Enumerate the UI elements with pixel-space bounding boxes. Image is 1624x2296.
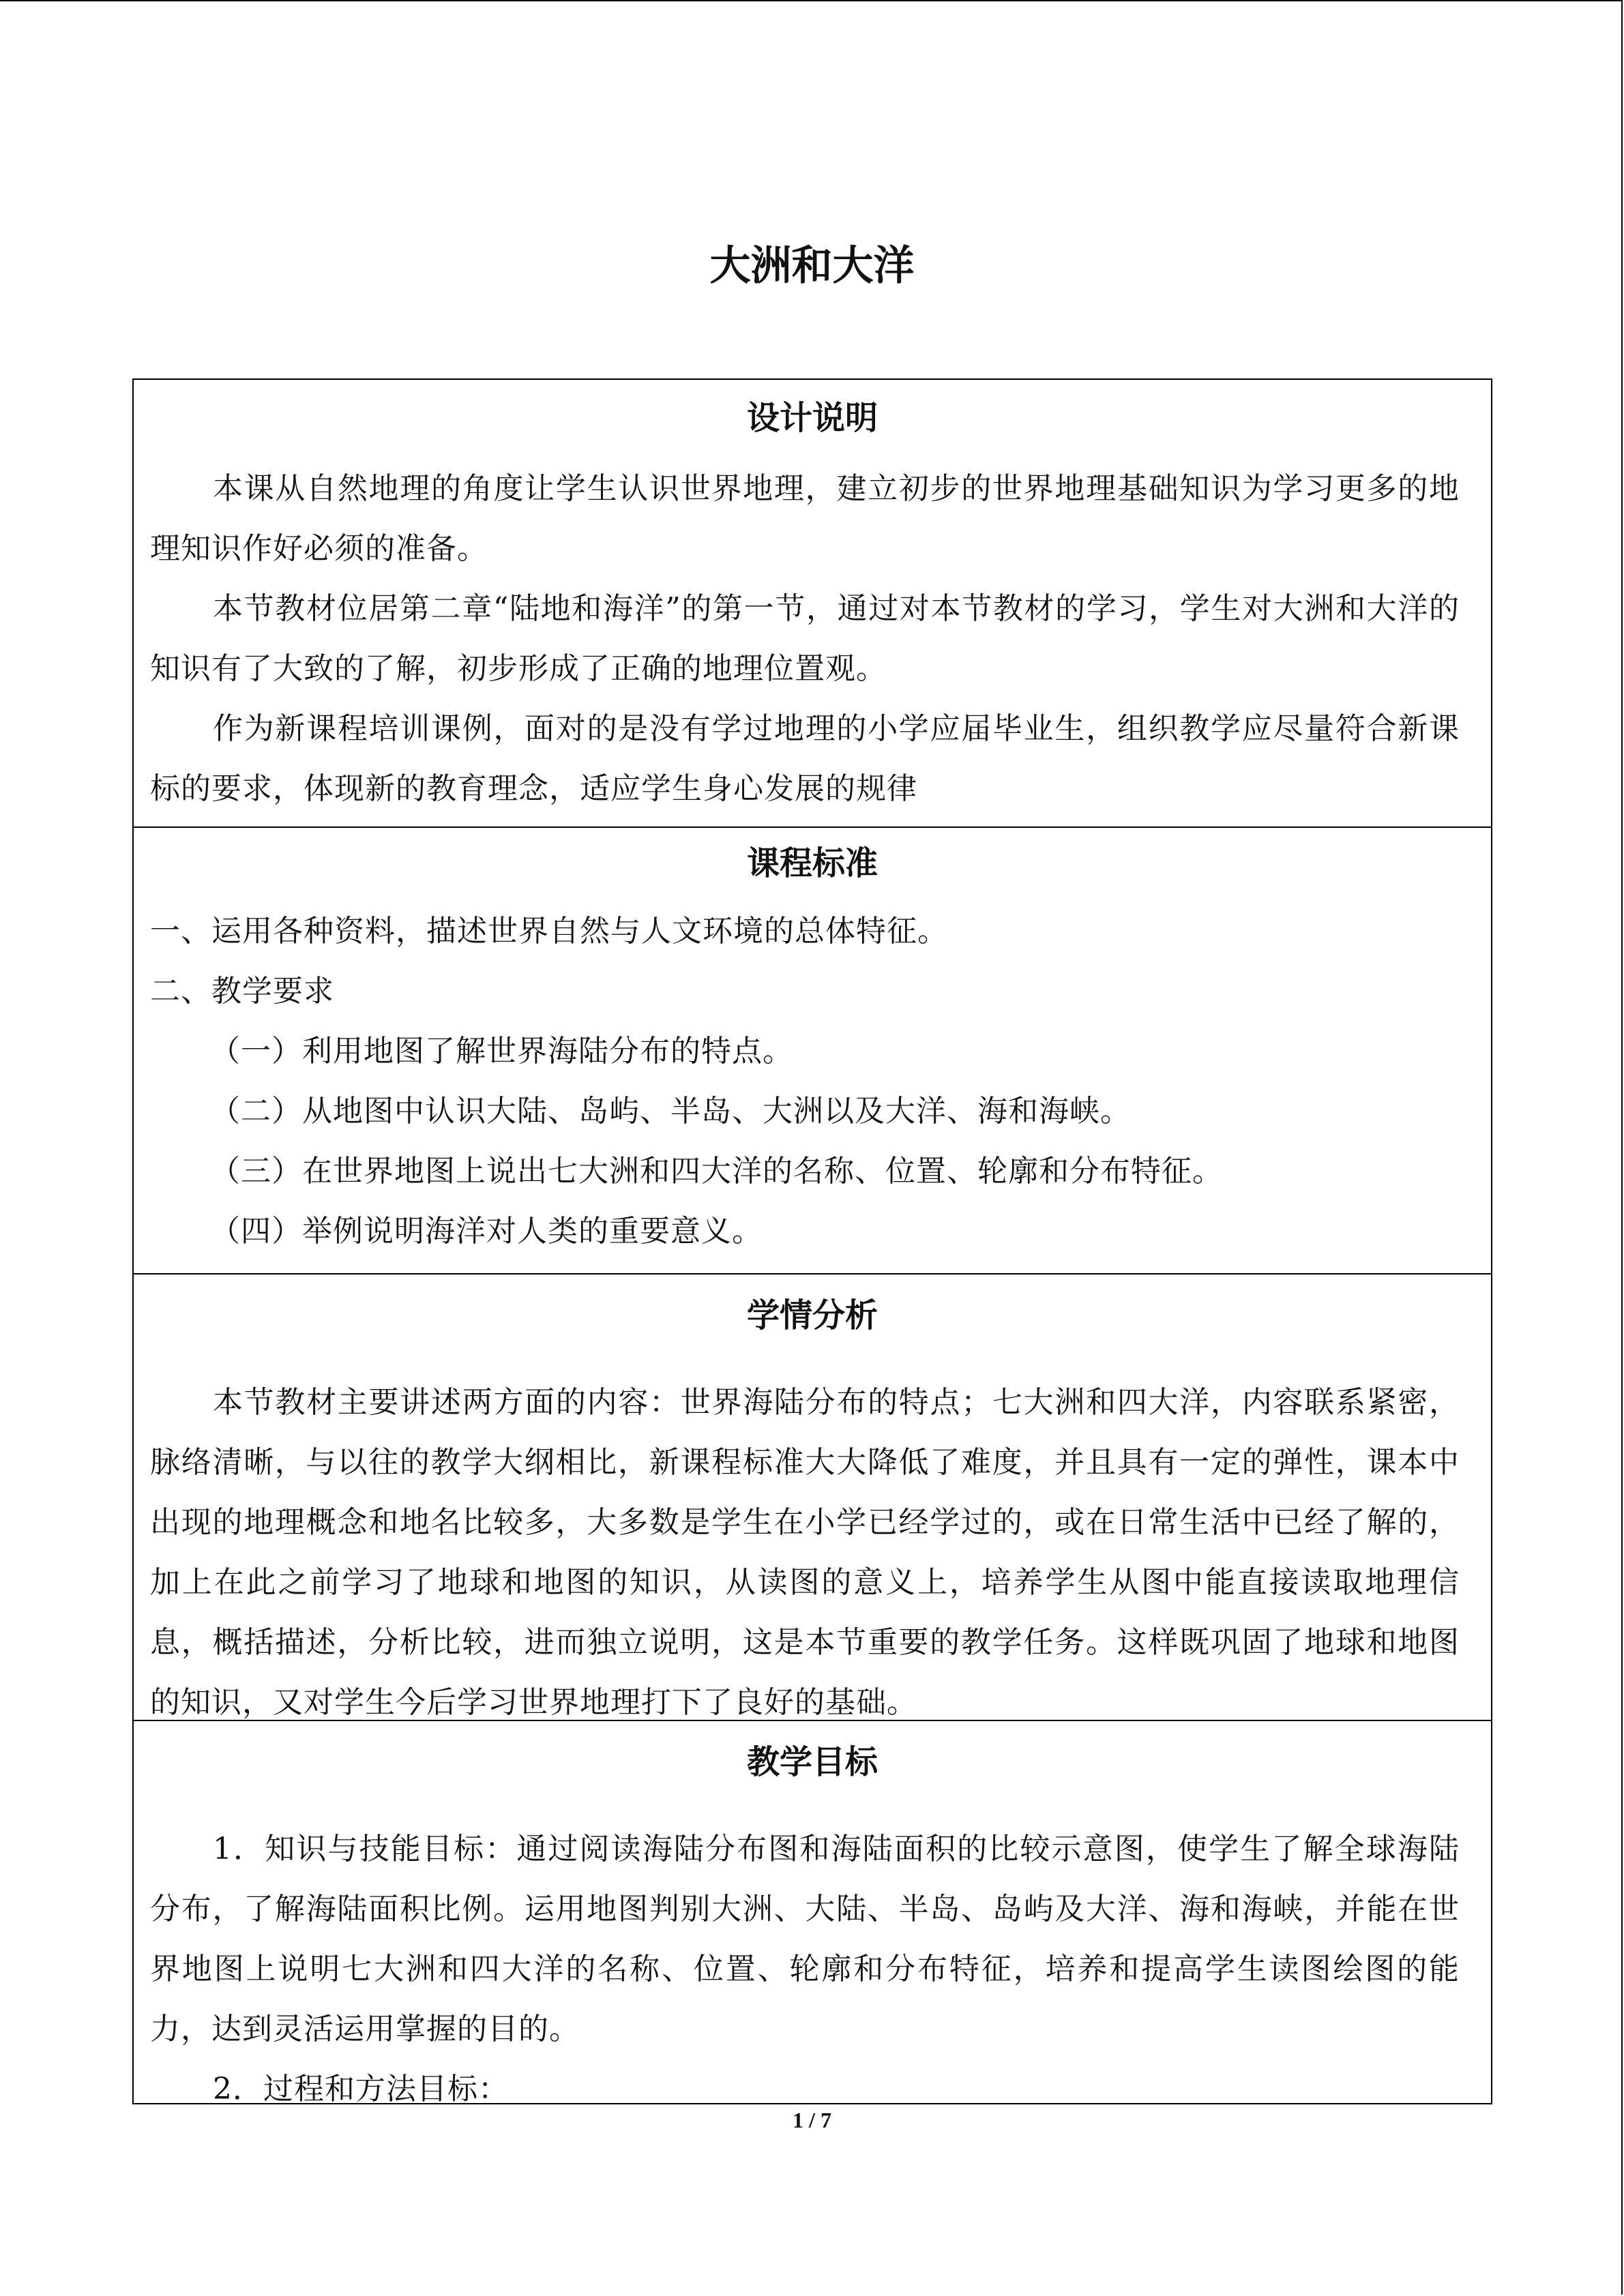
paragraph: 本课从自然地理的角度让学生认识世界地理，建立初步的世界地理基础知识为学习更多的地理知识作好必须的准备。	[150, 471, 1460, 566]
standard-line: （二）从地图中认识大陆、岛屿、半岛、大洲以及大洋、海和海峡。	[210, 1094, 1131, 1129]
standard-line: （一）利用地图了解世界海陆分布的特点。	[210, 1034, 793, 1069]
page-number: 1 / 7	[793, 2108, 831, 2132]
paragraph: 2．过程和方法目标：	[213, 2072, 509, 2106]
document-title: 大洲和大洋	[709, 242, 915, 290]
paragraph: 作为新课程培训课例，面对的是没有学过地理的小学应届毕业生，组织教学应尽量符合新课标的要求，体现新的教育理念，适应学生身心发展的规律	[150, 711, 1460, 806]
section-heading-goals: 教学目标	[746, 1743, 878, 1781]
section-analysis	[134, 1273, 1491, 1720]
standard-line: 二、教学要求	[150, 974, 334, 1009]
section-goals	[134, 1720, 1491, 2106]
section-heading-design: 设计说明	[746, 399, 878, 437]
paragraph: 本节教材主要讲述两方面的内容：世界海陆分布的特点；七大洲和四大洋，内容联系紧密，脉络清晰，与以往的教学大纲相比，新课程标准大大降低了难度，并且具有一定的弹性，课本中出现的地理概念和地名比较多，大多数是学生在小学已经学过的，或在日常生活中已经了解的，加上在此之前学习了地球和地图的知识，从读图的意义上，培养学生从图中能直接读取地理信息，概括描述，分析比较，进而独立说明，这是本节重要的教学任务。这样既巩固了地球和地图的知识，又对学生今后学习世界地理打下了良好的基础。	[150, 1385, 1460, 1720]
section-design	[134, 380, 1491, 826]
paragraph: 1．知识与技能目标：通过阅读海陆分布图和海陆面积的比较示意图，使学生了解全球海陆分布，了解海陆面积比例。运用地图判别大洲、大陆、半岛、岛屿及大洋、海和海峡，并能在世界地图上说明七大洲和四大洋的名称、位置、轮廓和分布特征，培养和提高学生读图绘图的能力，达到灵活运用掌握的目的。	[150, 1832, 1460, 2046]
standard-line: 一、运用各种资料，描述世界自然与人文环境的总体特征。	[150, 914, 948, 949]
section-heading-analysis: 学情分析	[746, 1296, 878, 1335]
section-heading-standard: 课程标准	[746, 844, 878, 882]
section-content-analysis	[134, 1362, 1491, 1733]
section-content-standard	[134, 897, 1491, 1262]
section-standard	[134, 826, 1491, 1273]
section-content-goals	[134, 1808, 1491, 2119]
lesson-plan-table	[132, 378, 1492, 2104]
section-content-design	[134, 455, 1491, 819]
standard-line: （四）举例说明海洋对人类的重要意义。	[210, 1214, 763, 1249]
standard-line: （三）在世界地图上说出七大洲和四大洋的名称、位置、轮廓和分布特征。	[210, 1154, 1223, 1189]
paragraph: 本节教材位居第二章“陆地和海洋”的第一节，通过对本节教材的学习，学生对大洲和大洋的知识有了大致的了解，初步形成了正确的地理位置观。	[150, 591, 1460, 686]
